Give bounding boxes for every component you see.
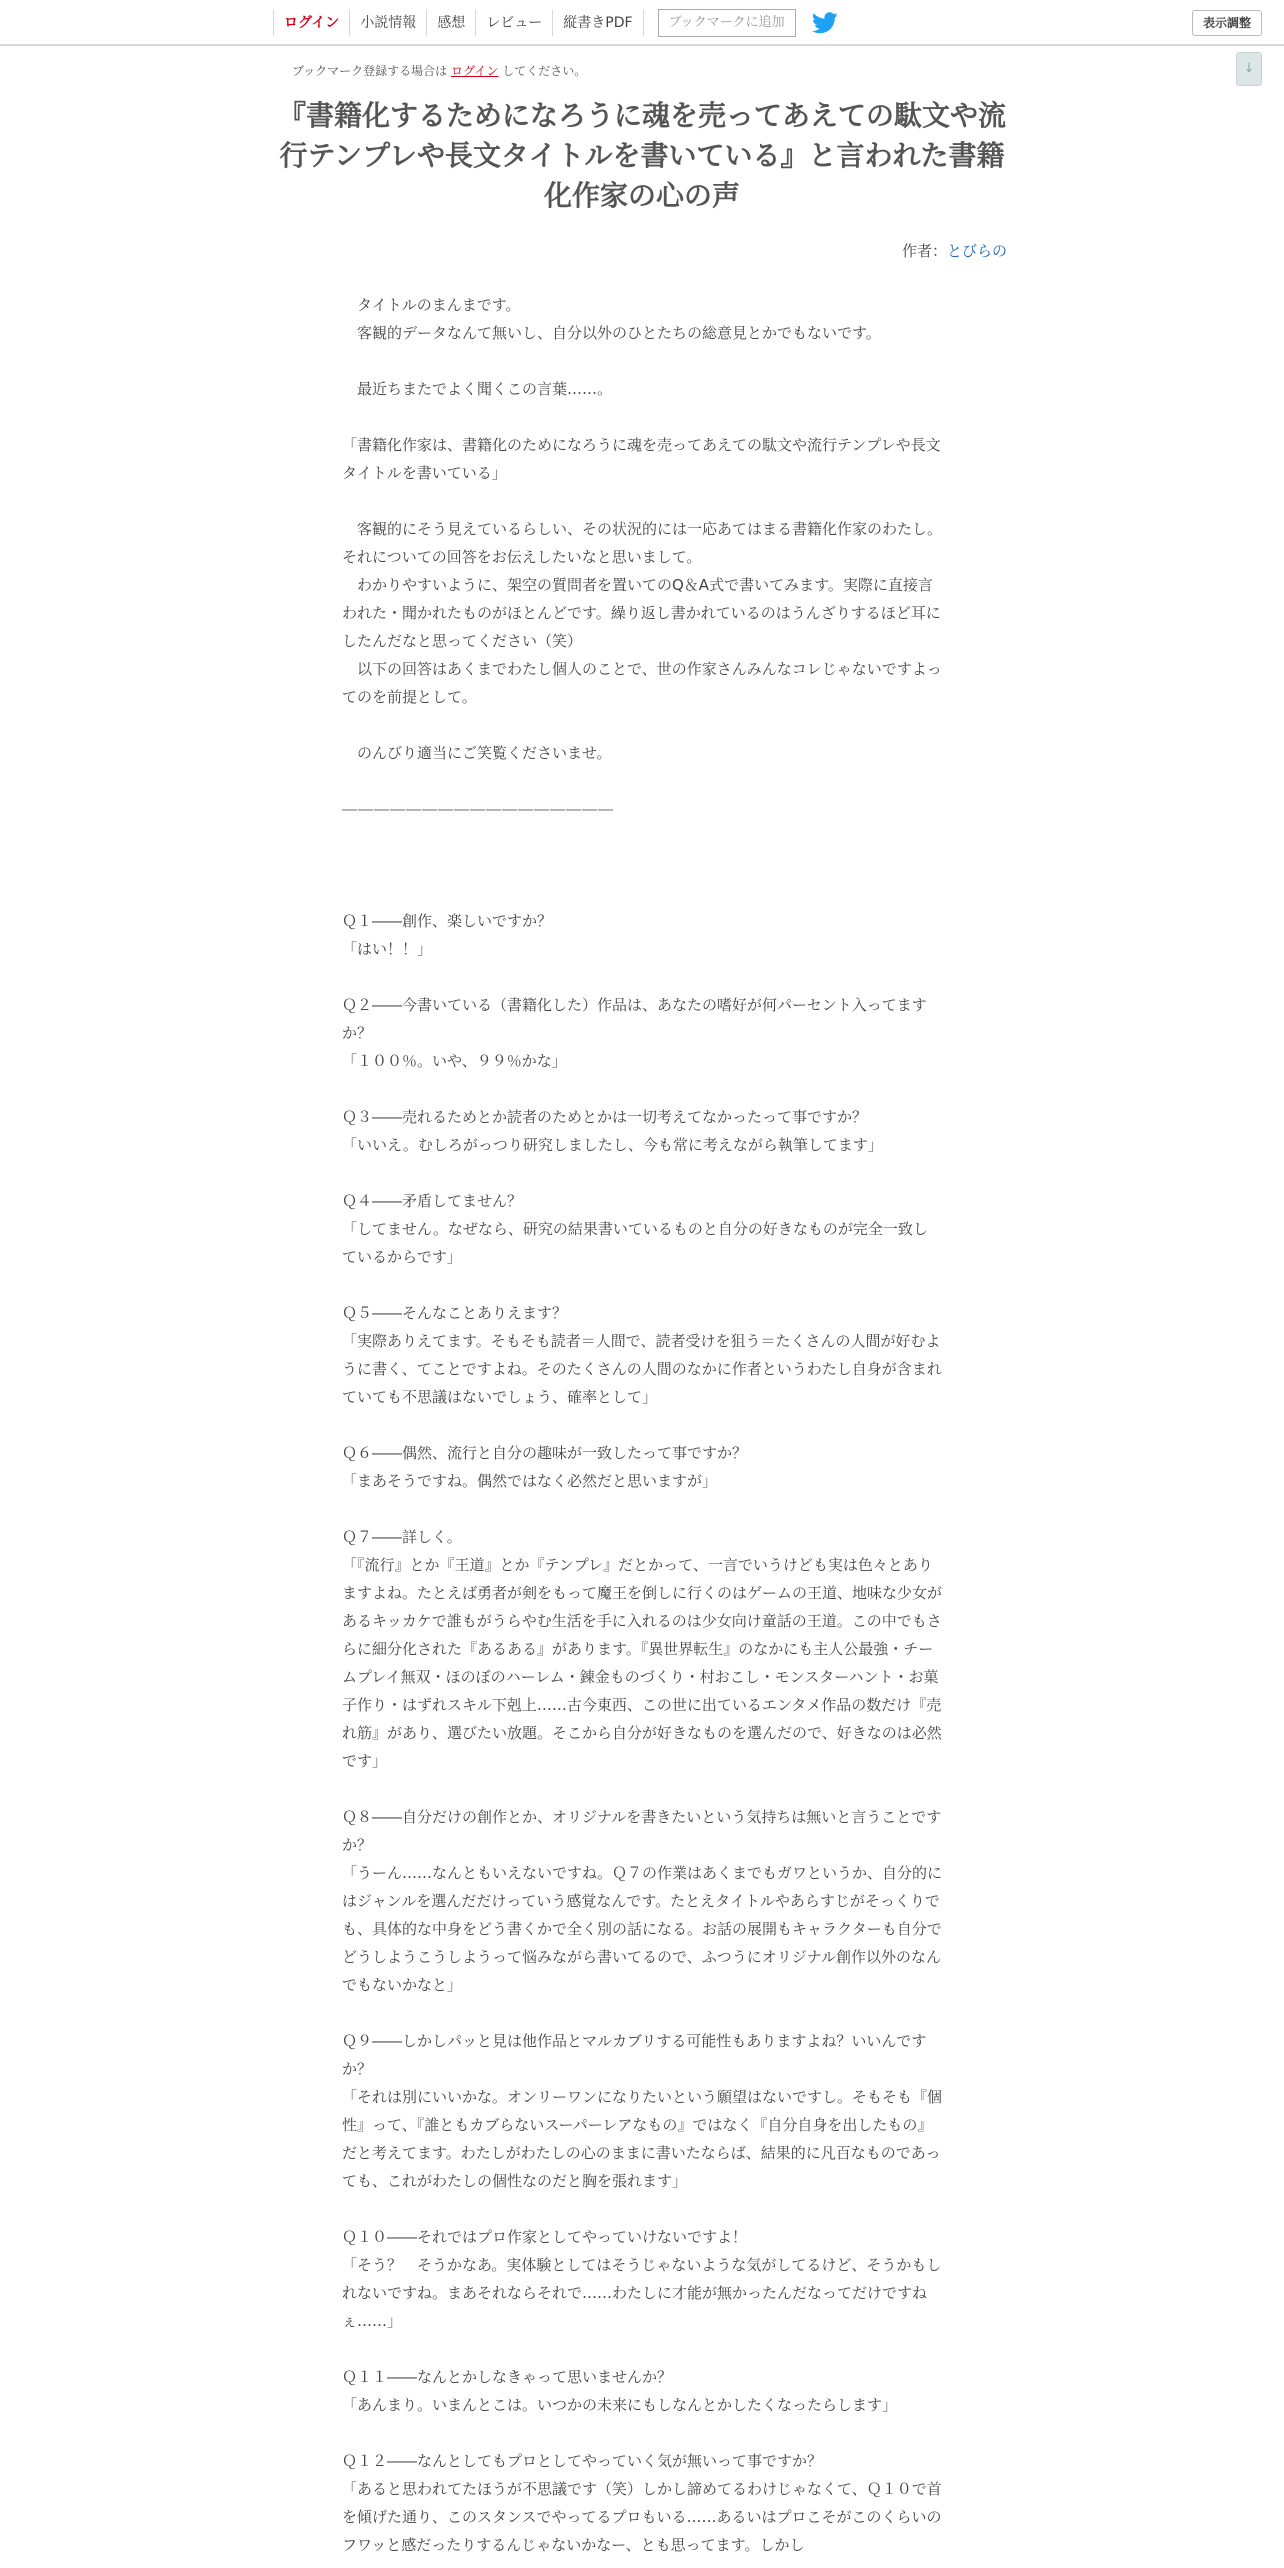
- bookmark-notice-before: ブックマーク登録する場合は: [292, 64, 448, 78]
- nav-novel-info[interactable]: 小説情報: [349, 10, 426, 36]
- body-paragraph: 「１００％。いや、９９％かな」: [342, 1052, 567, 1070]
- nav-login[interactable]: ログイン: [273, 10, 349, 36]
- blank-line: [342, 1271, 942, 1299]
- blank-line: [342, 1411, 942, 1439]
- nav-impressions[interactable]: 感想: [426, 10, 475, 36]
- body-paragraph: Ｑ２――今書いている（書籍化した）作品は、あなたの嗜好が何パーセント入ってますか？: [342, 996, 927, 1042]
- body-paragraph: Ｑ１――創作、楽しいですか？: [342, 912, 553, 930]
- nav-vertical-pdf[interactable]: 縦書きPDF: [552, 10, 643, 36]
- body-paragraph: 客観的データなんて無いし、自分以外のひとたちの総意見とかでもないです。: [342, 324, 881, 342]
- blank-line: [342, 347, 942, 375]
- novel-title: 『書籍化するためになろうに魂を売ってあえての駄文や流行テンプレや長文タイトルを書いている』と言われた書籍化作家の心の声: [277, 99, 1006, 212]
- blank-line: [342, 1075, 942, 1103]
- body-paragraph: 「書籍化作家は、書籍化のためになろうに魂を売ってあえての駄文や流行テンプレや長文タイトルを書いている」: [342, 436, 941, 482]
- separator-line: ―――――――――――――――――: [342, 800, 614, 818]
- body-paragraph: 「してません。なぜなら、研究の結果書いているものと自分の好きなものが完全一致しているからです」: [342, 1220, 928, 1266]
- bookmark-login-link[interactable]: ログイン: [451, 64, 499, 78]
- body-paragraph: 以下の回答はあくまでわたし個人のことで、世の作家さんみんなコレじゃないですよってのを前提として。: [342, 660, 942, 706]
- body-paragraph: のんびり適当にご笑覧くださいませ。: [342, 744, 612, 762]
- body-paragraph: Ｑ４――矛盾してません？: [342, 1192, 523, 1210]
- blank-line: [342, 1775, 942, 1803]
- novel-body: [342, 291, 942, 2561]
- body-paragraph: 「あると思われてたほうが不思議です（笑）しかし諦めてるわけじゃなくて、Ｑ１０で首を傾げた通り、このスタンスでやってるプロもいる……あるいはプロこそがこのくらいのフワッと感だったりするんじゃないかなー、とも思ってます。しかし: [342, 2480, 942, 2554]
- blank-line: [342, 1159, 942, 1187]
- top-navigation-bar: [0, 0, 1284, 46]
- author-line: [660, 240, 1007, 261]
- body-paragraph: 「はい！！」: [342, 940, 433, 958]
- body-paragraph: Ｑ５――そんなことありえます？: [342, 1304, 568, 1322]
- nav-menu: [273, 0, 838, 46]
- body-paragraph: 「あんまり。いまんとこは。いつかの未来にもしなんとかしたくなったらします」: [342, 2396, 898, 2414]
- body-paragraph: 「『流行』とか『王道』とか『テンプレ』だとかって、一言でいうけども実は色々とありますよね。たとえば勇者が剣をもって魔王を倒しに行くのはゲームの王道、地味な少女があるキッカケで誰もがうらやむ生活を手に入れるのは少女向け童話の王道。この中でもさらに細分化された『あるある』があります。『異世界転生』のなかにも主人公最強・チームプレイ無双・ほのぼのハーレム・錬金ものづくり・村おこし・モンスターハント・お菓子作り・はずれスキル下剋上……古今東西、この世に出ているエンタメ作品の数だけ『売れ筋』があり、選びたい放題。そこから自分が好きなものを選んだので、好きなのは必然です」: [342, 1556, 942, 1770]
- body-paragraph: 「まあそうですね。偶然ではなく必然だと思いますが」: [342, 1472, 718, 1490]
- scroll-down-button[interactable]: ↓: [1236, 52, 1262, 86]
- blank-line: [342, 2335, 942, 2363]
- display-settings-button[interactable]: 表示調整: [1192, 10, 1262, 36]
- blank-line: [342, 879, 942, 907]
- blank-line: [342, 487, 942, 515]
- body-paragraph: Ｑ１１――なんとかしなきゃって思いませんか？: [342, 2368, 673, 2386]
- blank-line: [342, 711, 942, 739]
- body-paragraph: わかりやすいように、架空の質問者を置いてのQ＆A式で書いてみます。実際に直接言われた・聞かれたものがほとんどです。繰り返し書かれているのはうんざりするほど耳にしたんだなと思ってください（笑）: [342, 576, 941, 650]
- blank-line: [342, 767, 942, 795]
- body-paragraph: Ｑ１０――それではプロ作家としてやっていけないですよ！: [342, 2228, 748, 2246]
- blank-line: [342, 2419, 942, 2447]
- blank-line: [342, 823, 942, 851]
- body-paragraph: Ｑ３――売れるためとか読者のためとかは一切考えてなかったって事ですか？: [342, 1108, 868, 1126]
- nav-review[interactable]: レビュー: [475, 10, 552, 36]
- body-paragraph: 「そう？ そうかなあ。実体験としてはそうじゃないような気がしてるけど、そうかもしれないですね。まあそれならそれで……わたしに才能が無かったんだなってだけですねぇ……」: [342, 2256, 942, 2330]
- blank-line: [342, 851, 942, 879]
- body-paragraph: Ｑ６――偶然、流行と自分の趣味が一致したって事ですか？: [342, 1444, 748, 1462]
- bookmark-login-notice: [292, 62, 586, 79]
- author-label: 作者：: [901, 242, 947, 260]
- body-paragraph: Ｑ７――詳しく。: [342, 1528, 462, 1546]
- twitter-icon[interactable]: [812, 12, 838, 34]
- body-paragraph: 「うーん……なんともいえないですね。Ｑ７の作業はあくまでもガワというか、自分的にはジャンルを選んだだけっていう感覚なんです。たとえタイトルやあらすじがそっくりでも、具体的な中身をどう書くかで全く別の話になる。お話の展開もキャラクターも自分でどうしようこうしようって悩みながら書いてるので、ふつうにオリジナル創作以外のなんでもないかなと」: [342, 1864, 942, 1994]
- body-paragraph: Ｑ８――自分だけの創作とか、オリジナルを書きたいという気持ちは無いと言うことですか？: [342, 1808, 942, 1854]
- body-paragraph: 「いいえ。むしろがっつり研究しましたし、今も常に考えながら執筆してます」: [342, 1136, 883, 1154]
- bookmark-notice-after: してください。: [502, 64, 587, 78]
- blank-line: [342, 963, 942, 991]
- body-paragraph: 最近ちまたでよく聞くこの言葉……。: [342, 380, 613, 398]
- body-paragraph: 「それは別にいいかな。オンリーワンになりたいという願望はないですし。そもそも『個性』って、『誰ともカブらないスーパーレアなもの』ではなく『自分自身を出したもの』だと考えてます。わたしがわたしの心のままに書いたならば、結果的に凡百なものであっても、これがわたしの個性なのだと胸を張れます」: [342, 2088, 942, 2190]
- blank-line: [342, 403, 942, 431]
- body-paragraph: Ｑ９――しかしパッと見は他作品とマルカブリする可能性もありますよね？いいんですか？: [342, 2032, 927, 2078]
- body-paragraph: タイトルのまんまです。: [342, 296, 521, 314]
- body-paragraph: 客観的にそう見えているらしい、その状況的には一応あてはまる書籍化作家のわたし。それについての回答をお伝えしたいなと思いまして。: [342, 520, 942, 566]
- add-bookmark-button[interactable]: ブックマークに追加: [658, 9, 796, 37]
- blank-line: [342, 1999, 942, 2027]
- blank-line: [342, 2195, 942, 2223]
- body-paragraph: 「実際ありえてます。そもそも読者＝人間で、読者受けを狙う＝たくさんの人間が好むように書く、てことですよね。そのたくさんの人間のなかに作者というわたし自身が含まれていても不思議はないでしょう、確率として」: [342, 1332, 942, 1406]
- body-paragraph: Ｑ１２――なんとしてもプロとしてやっていく気が無いって事ですか？: [342, 2452, 823, 2470]
- author-link[interactable]: とびらの: [946, 242, 1007, 260]
- blank-line: [342, 1495, 942, 1523]
